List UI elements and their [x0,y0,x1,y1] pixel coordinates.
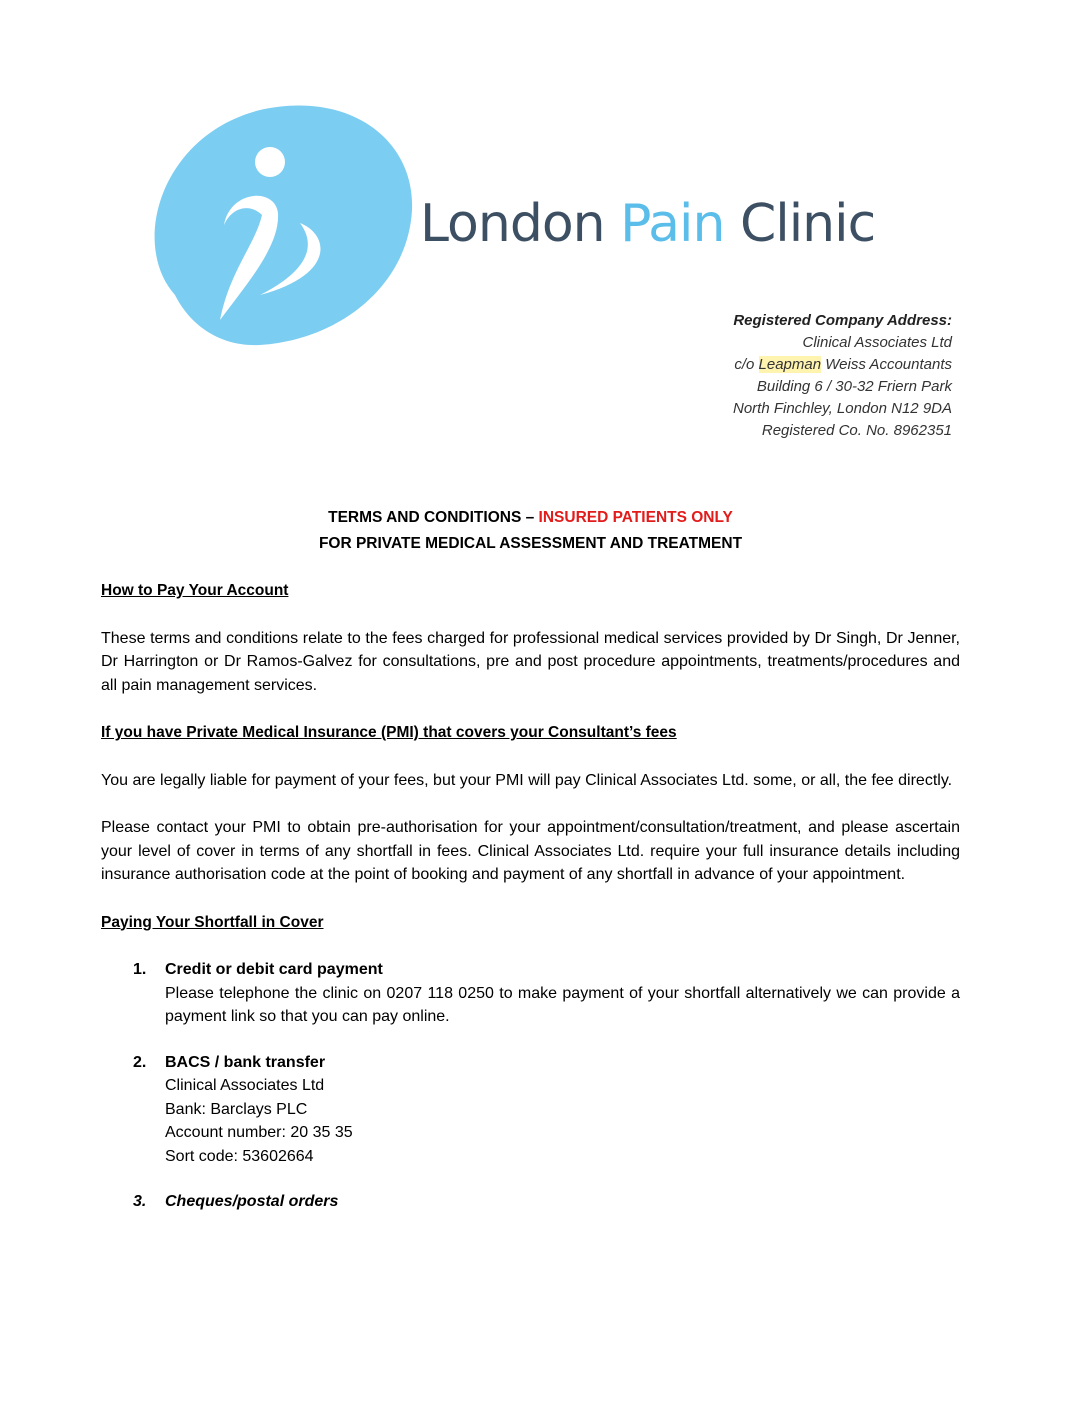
heading-how-to-pay: How to Pay Your Account [101,582,289,599]
payment-methods-list [101,958,960,1214]
bacs-account-number: Account number: 20 35 35 [165,1124,353,1141]
document-body [101,505,960,1236]
address-line2-prefix: c/o [734,356,759,373]
registered-address [733,310,952,442]
bacs-payee: Clinical Associates Ltd [165,1077,325,1094]
brand-pain: Pain [620,194,725,254]
bacs-sort-code: Sort code: 53602664 [165,1147,314,1165]
title-insured-only: INSURED PATIENTS ONLY [538,509,733,526]
brand-wordmark [420,194,876,254]
list-item [101,1051,960,1169]
address-line2-suffix: Weiss Accountants [821,356,952,373]
title-line1 [101,505,960,531]
bacs-bank: Bank: Barclays PLC [165,1100,308,1118]
title-line1-prefix: TERMS AND CONDITIONS – [328,509,539,526]
item-number: 1. [133,961,147,978]
cheque-title: Cheques/postal orders [165,1193,339,1210]
list-item [101,958,960,1029]
address-line4: North Finchley, London N12 9DA [732,400,952,417]
paragraph-pmi-liability: You are legally liable for payment of your fees, but your PMI will pay Clinical Associates Ltd. some, or all, the fee directly. [101,771,953,789]
item-number: 2. [133,1053,147,1071]
address-highlight: Leapman [758,356,822,373]
paragraph-intro: These terms and conditions relate to the fees charged for professional medical services provided by Dr Singh, Dr Jenner, Dr Harrington or Dr Ramos-Galvez for consultations, pre and post procedure appointments, treatments/procedures and all pain management services. [101,629,960,694]
list-item [101,1190,960,1214]
address-heading: Registered Company Address: [733,312,952,329]
address-line3: Building 6 / 30-32 Friern Park [756,378,952,395]
address-company: Clinical Associates Ltd [802,334,952,351]
address-regno: Registered Co. No. 8962351 [761,422,952,439]
brand-clinic: Clinic [739,194,876,254]
london-pain-clinic-logo-icon [150,95,420,355]
item-number: 3. [133,1193,147,1210]
address-line2 [733,354,952,376]
heading-shortfall: Paying Your Shortfall in Cover [101,913,324,931]
card-payment-text: Please telephone the clinic on 0207 118 0250 to make payment of your shortfall alternatively we can provide a payment link so that you can pay online. [165,984,960,1025]
bacs-title: BACS / bank transfer [165,1053,326,1071]
brand-london: London [420,194,605,254]
heading-pmi: If you have Private Medical Insurance (PMI) that covers your Consultant’s fees [101,724,677,741]
document-title [101,505,960,557]
card-payment-title: Credit or debit card payment [165,961,383,978]
paragraph-pmi-preauth: Please contact your PMI to obtain pre-authorisation for your appointment/consultation/treatment, and please ascertain your level of cover in terms of any shortfall in fees. Clinical Associates Ltd. require your full insurance details including insurance authorisation code at the point of booking and payment of any shortfall in advance of your appointment. [101,819,960,883]
title-line2: FOR PRIVATE MEDICAL ASSESSMENT AND TREATMENT [318,535,743,552]
